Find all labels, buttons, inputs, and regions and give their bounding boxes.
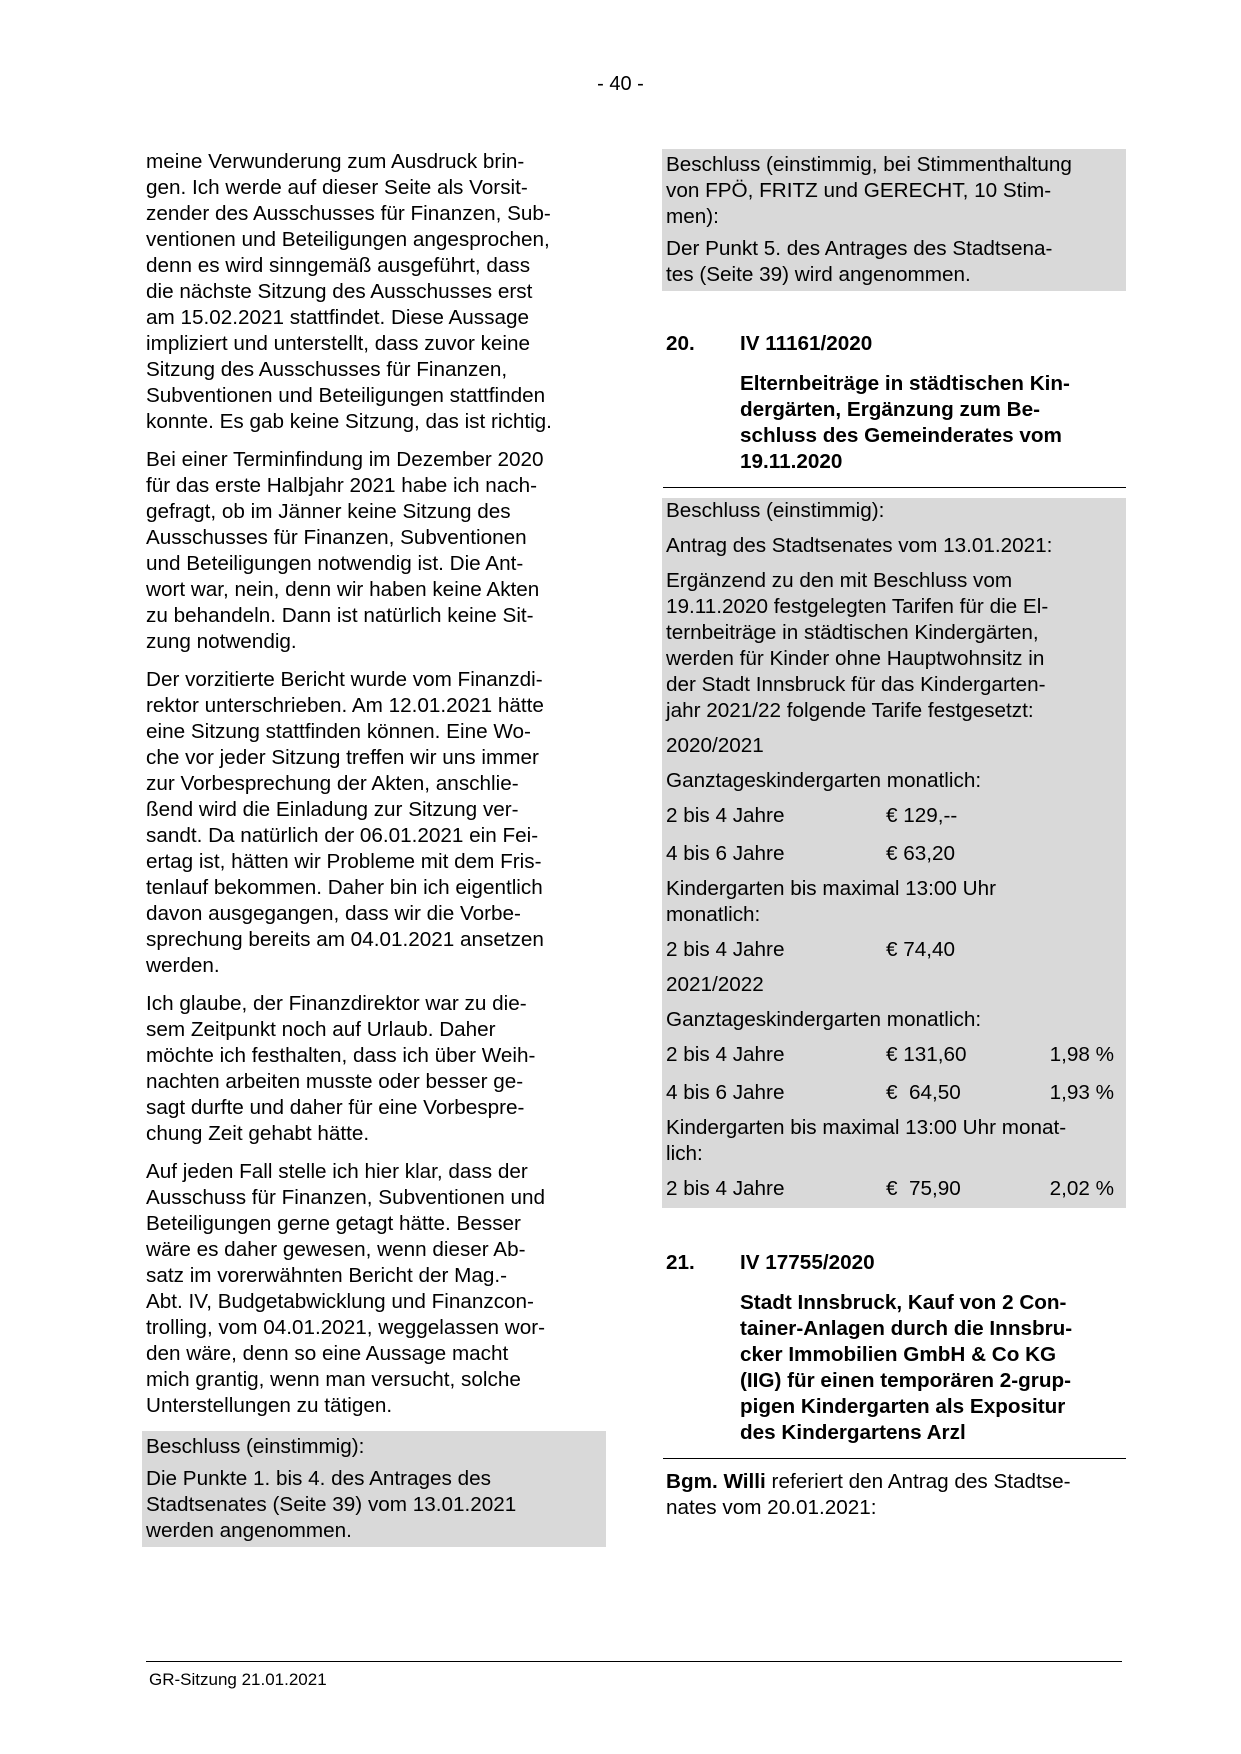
text-line: Ausschusses für Finanzen, Subventionen — [146, 526, 527, 549]
text-line: 19.11.2020 festgelegten Tarifen für die El- — [666, 595, 1049, 618]
text-line: rektor unterschrieben. Am 12.01.2021 hätte — [146, 694, 544, 717]
text-line: Der Punkt 5. des Antrages des Stadtsena- — [666, 237, 1053, 260]
text-line: gen. Ich werde auf dieser Seite als Vorsit- — [146, 176, 528, 199]
tariff-table-2020-halbtag — [666, 931, 1122, 969]
text-line: konnte. Es gab keine Sitzung, das ist richtig. — [146, 410, 552, 433]
text-line: Stadtsenates (Seite 39) vom 13.01.2021 — [146, 1493, 517, 1516]
tariff-row — [666, 1170, 1122, 1208]
text-line: Auf jeden Fall stelle ich hier klar, dass der — [146, 1160, 528, 1183]
text-line: ternbeiträge in städtischen Kindergärten, — [666, 621, 1039, 644]
text-line: che vor jeder Sitzung treffen wir uns immer — [146, 746, 539, 769]
tariff-row — [666, 797, 1122, 835]
text-line: tenlauf bekommen. Daher bin ich eigentlich — [146, 876, 543, 899]
text-line: chung Zeit gehabt hätte. — [146, 1122, 370, 1145]
price: € 63,20 — [886, 842, 956, 865]
speech-paragraph — [146, 1159, 602, 1419]
tariff-row — [666, 931, 1122, 969]
speech-paragraph — [146, 991, 602, 1147]
text-line: nachten arbeiten musste oder besser ge- — [146, 1070, 524, 1093]
text-line: möchte ich festhalten, dass ich über Weih- — [146, 1044, 536, 1067]
motion-intro — [666, 565, 1122, 730]
text-line: werden angenommen. — [146, 1519, 352, 1542]
age-range: 2 bis 4 Jahre — [666, 938, 785, 961]
price: € 64,50 — [886, 1081, 961, 1104]
resolution-heading: Beschluss (einstimmig): — [666, 499, 885, 522]
age-range: 2 bis 4 Jahre — [666, 1177, 785, 1200]
text-line: Abt. IV, Budgetabwicklung und Finanzcon- — [146, 1290, 534, 1313]
tariff-row — [666, 1074, 1122, 1112]
title-line: tainer-Anlagen durch die Innsbru- — [740, 1317, 1073, 1340]
text-line: Der vorzitierte Bericht wurde vom Finanzdi- — [146, 668, 543, 691]
text-line: Ich glaube, der Finanzdirektor war zu die- — [146, 992, 527, 1015]
title-line: Stadt Innsbruck, Kauf von 2 Con- — [740, 1291, 1067, 1314]
item-title — [740, 1290, 1122, 1446]
resolution-text — [666, 233, 1122, 291]
item-reference: IV 17755/2020 — [740, 1251, 875, 1274]
tariff-category — [666, 1112, 1122, 1170]
text-line: men): — [666, 205, 719, 228]
agenda-item-20 — [666, 331, 1122, 475]
tariff-category: Ganztageskindergarten monatlich: — [666, 1008, 982, 1031]
item-number: 21. — [666, 1251, 695, 1274]
page-number: - 40 - — [597, 73, 644, 95]
text-line: die nächste Sitzung des Ausschusses erst — [146, 280, 533, 303]
speaker-name: Bgm. Willi — [666, 1470, 766, 1493]
title-line: pigen Kindergarten als Expositur — [740, 1395, 1066, 1418]
resolution-heading: Beschluss (einstimmig): — [146, 1435, 365, 1458]
text-line: der Stadt Innsbruck für das Kindergarten- — [666, 673, 1046, 696]
text-line: Unterstellungen zu tätigen. — [146, 1394, 393, 1417]
text-line: ertag ist, hätten wir Probleme mit dem Fris- — [146, 850, 542, 873]
resolution-text — [146, 1463, 602, 1547]
speech-paragraph — [146, 447, 602, 655]
title-line: des Kindergartens Arzl — [740, 1421, 966, 1444]
age-range: 4 bis 6 Jahre — [666, 842, 785, 865]
text-line: impliziert und unterstellt, dass zuvor keine — [146, 332, 531, 355]
text-line: meine Verwunderung zum Ausdruck brin- — [146, 150, 525, 173]
text-line: Kindergarten bis maximal 13:00 Uhr — [666, 877, 997, 900]
text-line: zung notwendig. — [146, 630, 297, 653]
year-label: 2020/2021 — [666, 734, 764, 757]
right-column — [666, 149, 1122, 1521]
text-line: Beteiligungen gerne getagt hätte. Besser — [146, 1212, 521, 1235]
age-range: 2 bis 4 Jahre — [666, 804, 785, 827]
text-line: Bei einer Terminfindung im Dezember 2020 — [146, 448, 544, 471]
price: € 131,60 — [886, 1043, 967, 1066]
percent-change: 1,98 % — [1049, 1043, 1114, 1066]
title-line: Elternbeiträge in städtischen Kin- — [740, 372, 1070, 395]
text-line: wäre es daher gewesen, wenn dieser Ab- — [146, 1238, 526, 1261]
left-column — [146, 149, 602, 1547]
tariff-table-2021-ganztag — [666, 1036, 1122, 1112]
year-label: 2021/2022 — [666, 973, 764, 996]
text-line: sandt. Da natürlich der 06.01.2021 ein Fei- — [146, 824, 539, 847]
text-line: gefragt, ob im Jänner keine Sitzung des — [146, 500, 511, 523]
text-line: Ergänzend zu den mit Beschluss vom — [666, 569, 1013, 592]
text-line: mich grantig, wenn man versucht, solche — [146, 1368, 521, 1391]
text-line: denn es wird sinngemäß ausgeführt, dass — [146, 254, 531, 277]
footer-divider — [146, 1661, 1122, 1662]
item-title — [740, 371, 1122, 475]
item-divider — [663, 1458, 1126, 1459]
title-line: (IIG) für einen temporären 2-grup- — [740, 1369, 1072, 1392]
text-line: Sitzung des Ausschusses für Finanzen, — [146, 358, 508, 381]
text-line: Ausschuss für Finanzen, Subventionen und — [146, 1186, 546, 1209]
text-line: zender des Ausschusses für Finanzen, Sub- — [146, 202, 551, 225]
text-line: monatlich: — [666, 903, 761, 926]
text-line: zur Vorbesprechung der Akten, anschlie- — [146, 772, 519, 795]
text-line: sem Zeitpunkt noch auf Urlaub. Daher — [146, 1018, 496, 1041]
text-line: wort war, nein, denn wir haben keine Akten — [146, 578, 540, 601]
speech-paragraph — [146, 667, 602, 979]
item-number: 20. — [666, 332, 695, 355]
speech-paragraphs — [146, 149, 602, 1419]
tariff-row — [666, 835, 1122, 873]
agenda-item-21 — [666, 1250, 1122, 1446]
text-line: lich: — [666, 1142, 703, 1165]
text-line: Die Punkte 1. bis 4. des Antrages des — [146, 1467, 491, 1490]
speech-paragraph — [146, 149, 602, 435]
title-line: cker Immobilien GmbH & Co KG — [740, 1343, 1057, 1366]
text-line: und Beteiligungen notwendig ist. Die Ant- — [146, 552, 524, 575]
percent-change: 2,02 % — [1049, 1177, 1114, 1200]
text-line: für das erste Halbjahr 2021 habe ich nach- — [146, 474, 538, 497]
text-line: zu behandeln. Dann ist natürlich keine Sit- — [146, 604, 534, 627]
text-line: Kindergarten bis maximal 13:00 Uhr monat- — [666, 1116, 1067, 1139]
resolution-box-left — [142, 1431, 606, 1547]
text-line: sprechung bereits am 04.01.2021 ansetzen — [146, 928, 544, 951]
title-line: schluss des Gemeinderates vom — [740, 424, 1062, 447]
speaker-text: referiert den Antrag des Stadtse- — [765, 1470, 1071, 1493]
text-line: Subventionen und Beteiligungen stattfinden — [146, 384, 546, 407]
text-line: den wäre, denn so eine Aussage macht — [146, 1342, 509, 1365]
speaker-text-cont: nates vom 20.01.2021: — [666, 1496, 877, 1519]
text-line: Beschluss (einstimmig, bei Stimmenthaltung — [666, 153, 1072, 176]
text-line: davon ausgegangen, dass wir die Vorbe- — [146, 902, 521, 925]
price: € 75,90 — [886, 1177, 961, 1200]
text-line: tes (Seite 39) wird angenommen. — [666, 263, 971, 286]
footer-text: GR-Sitzung 21.01.2021 — [149, 1670, 327, 1689]
text-line: werden für Kinder ohne Hauptwohnsitz in — [666, 647, 1045, 670]
text-line: am 15.02.2021 stattfindet. Diese Aussage — [146, 306, 529, 329]
text-line: werden. — [146, 954, 220, 977]
item-divider — [663, 487, 1126, 488]
text-line: ventionen und Beteiligungen angesprochen, — [146, 228, 550, 251]
price: € 129,-- — [886, 804, 958, 827]
speaker-line — [666, 1469, 1122, 1521]
resolution-heading — [666, 149, 1122, 233]
age-range: 4 bis 6 Jahre — [666, 1081, 785, 1104]
text-line: sagt durfte und daher für eine Vorbespre- — [146, 1096, 525, 1119]
age-range: 2 bis 4 Jahre — [666, 1043, 785, 1066]
title-line: 19.11.2020 — [740, 450, 843, 473]
resolution-box-top — [662, 149, 1126, 291]
item-reference: IV 11161/2020 — [740, 332, 873, 355]
tariff-category — [666, 873, 1122, 931]
text-line: eine Sitzung stattfinden können. Eine Wo- — [146, 720, 531, 743]
text-line: satz im vorerwähnten Bericht der Mag.- — [146, 1264, 508, 1287]
text-line: jahr 2021/22 folgende Tarife festgesetzt: — [666, 699, 1034, 722]
title-line: dergärten, Ergänzung zum Be- — [740, 398, 1040, 421]
percent-change: 1,93 % — [1049, 1081, 1114, 1104]
tariff-row — [666, 1036, 1122, 1074]
text-line: von FPÖ, FRITZ und GERECHT, 10 Stim- — [666, 179, 1052, 202]
text-line: ßend wird die Einladung zur Sitzung ver- — [146, 798, 519, 821]
price: € 74,40 — [886, 938, 956, 961]
tariff-table-2020-ganztag — [666, 797, 1122, 873]
tariff-table-2021-halbtag — [666, 1170, 1122, 1208]
resolution-box-item-20 — [662, 498, 1126, 1208]
motion-line: Antrag des Stadtsenates vom 13.01.2021: — [666, 534, 1053, 557]
text-line: trolling, vom 04.01.2021, weggelassen wor- — [146, 1316, 546, 1339]
tariff-category: Ganztageskindergarten monatlich: — [666, 769, 982, 792]
